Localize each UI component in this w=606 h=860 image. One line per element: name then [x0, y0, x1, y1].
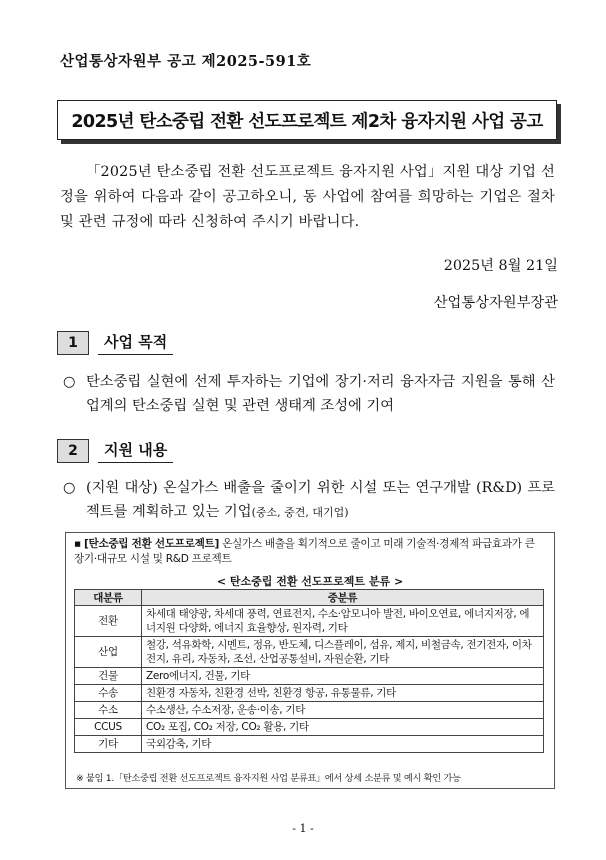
section-2-title: 지원 내용	[98, 439, 173, 463]
info-box-footnote: ※ 붙임 1.「탄소중립 전환 선도프로젝트 융자지원 사업 분류표」에서 상세 소분류 및 예시 확인 가능	[76, 773, 461, 784]
section-1-header	[57, 331, 173, 355]
info-box-heading-text: 온실가스 배출을 획기적으로 줄이고 미래 기술적·경제적 파급효과가 큰 장기·대규모 시설 및 R&D 프로젝트	[74, 538, 535, 565]
row-middle-category: CO₂ 포집, CO₂ 저장, CO₂ 활용, 기타	[142, 719, 544, 736]
table-row	[75, 736, 544, 753]
section-2-number: 2	[57, 439, 89, 463]
row-major-category: 산업	[75, 637, 142, 668]
row-major-category: 건물	[75, 668, 142, 685]
row-middle-category: Zero에너지, 건물, 기타	[142, 668, 544, 685]
bullet-mark: ○	[63, 480, 76, 496]
column-header-major: 대분류	[75, 590, 142, 606]
info-box-heading	[74, 537, 546, 567]
info-box-heading-bold: [탄소중립 전환 선도프로젝트]	[83, 538, 220, 550]
classification-table-title: < 탄소중립 전환 선도프로젝트 분류 >	[216, 575, 404, 588]
table-row	[75, 702, 544, 719]
table-row	[75, 719, 544, 736]
row-major-category: 전환	[75, 606, 142, 637]
signatory: 산업통상자원부장관	[433, 295, 558, 311]
section-2-bullet	[63, 476, 555, 525]
notice-date: 2025년 8월 21일	[443, 258, 558, 274]
notice-number: 산업통상자원부 공고 제2025-591호	[60, 53, 312, 70]
section-1-title: 사업 목적	[98, 331, 173, 355]
section-2-text-wrap	[86, 476, 555, 525]
table-row	[75, 637, 544, 668]
info-box-mark: ▪	[74, 538, 81, 550]
column-header-middle: 중분류	[142, 590, 544, 606]
table-row	[75, 606, 544, 637]
row-middle-category: 수소생산, 수소저장, 운송·이송, 기타	[142, 702, 544, 719]
classification-table	[74, 589, 544, 753]
page-number: - 1 -	[292, 822, 314, 835]
bullet-mark: ○	[63, 374, 76, 390]
row-middle-category: 철강, 석유화학, 시멘트, 정유, 반도체, 디스플레이, 섬유, 제지, 비철금속, 전기전자, 이차전지, 유리, 자동차, 조선, 산업공통설비, 자원순환, 기타	[142, 637, 544, 668]
section-2-header	[57, 439, 173, 463]
intro-paragraph: 「2025년 탄소중립 전환 선도프로젝트 융자지원 사업」지원 대상 기업 선정을 위하여 다음과 같이 공고하오니, 동 사업에 참여를 희망하는 기업은 절차 및 관련 규정에 따라 신청하여 주시기 바랍니다.	[60, 164, 555, 230]
project-info-box	[65, 532, 555, 789]
table-row	[75, 685, 544, 702]
section-1-bullet	[63, 370, 555, 418]
section-2-text: (지원 대상) 온실가스 배출을 줄이기 위한 시설 또는 연구개발 (R&D) 프로젝트를 계획하고 있는 기업	[86, 480, 555, 520]
row-major-category: CCUS	[75, 719, 142, 736]
section-2-text-small: (중소, 중견, 대기업)	[251, 506, 349, 519]
row-major-category: 수소	[75, 702, 142, 719]
section-1-text: 탄소중립 실현에 선제 투자하는 기업에 장기·저리 융자자금 지원을 통해 산업계의 탄소중립 실현 및 관련 생태계 조성에 기여	[86, 374, 555, 414]
table-header-row	[75, 590, 544, 606]
section-1-number: 1	[57, 331, 89, 355]
table-row	[75, 668, 544, 685]
row-middle-category: 국외감축, 기타	[142, 736, 544, 753]
row-middle-category: 친환경 자동차, 친환경 선박, 친환경 항공, 유통물류, 기타	[142, 685, 544, 702]
document-title: 2025년 탄소중립 전환 선도프로젝트 제2차 융자지원 사업 공고	[71, 111, 543, 132]
row-major-category: 기타	[75, 736, 142, 753]
title-box	[57, 100, 557, 140]
row-middle-category: 차세대 태양광, 차세대 풍력, 연료전지, 수소·암모니아 발전, 바이오연료, 에너지저장, 에너지원 다양화, 에너지 효율향상, 원자력, 기타	[142, 606, 544, 637]
row-major-category: 수송	[75, 685, 142, 702]
